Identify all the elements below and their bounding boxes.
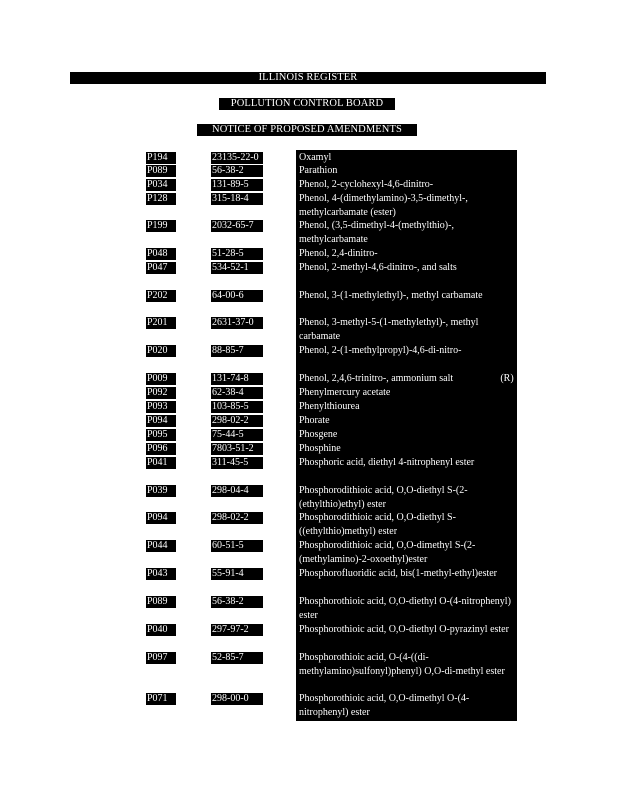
substance-name: Phosphorodithioic acid, O,O-dimethyl S-(2-(methylamino)-2-oxoethyl)ester <box>299 540 476 565</box>
substance-name: Phenol, 3-methyl-5-(1-methylethyl)-, methyl carbamate <box>299 317 479 342</box>
hazard-code: P094 <box>146 512 176 524</box>
substance-name: Phosphorofluoridic acid, bis(1-methyl-ethyl)ester <box>299 568 498 579</box>
cas-number: 298-04-4 <box>211 485 263 497</box>
hazard-code: P095 <box>146 429 176 441</box>
header-bar <box>70 72 546 84</box>
cas-number: 534-52-1 <box>211 262 263 274</box>
board-title-box <box>219 98 395 110</box>
substance-name: Phenol, 2,4,6-trinitro-, ammonium salt <box>299 373 454 384</box>
notice-title: NOTICE OF PROPOSED AMENDMENTS <box>212 124 402 135</box>
hazard-code: P043 <box>146 568 176 580</box>
hazard-code: P097 <box>146 652 176 664</box>
cas-number: 131-74-8 <box>211 373 263 385</box>
hazard-code: P199 <box>146 220 176 232</box>
cas-number: 23135-22-0 <box>211 152 263 164</box>
hazard-code: P044 <box>146 540 176 552</box>
hazard-code: P048 <box>146 248 176 260</box>
hazard-code: P194 <box>146 152 176 164</box>
hazard-code: P202 <box>146 290 176 302</box>
hazard-code: P009 <box>146 373 176 385</box>
hazard-code: P047 <box>146 262 176 274</box>
substance-name: Phosphorothioic acid, O-(4-((di-methylamino)sulfonyl)phenyl) O,O-di-methyl ester <box>299 652 505 677</box>
substance-name: Oxamyl <box>299 152 332 163</box>
cas-number: 298-00-0 <box>211 693 263 705</box>
cas-number: 64-00-6 <box>211 290 263 302</box>
cas-number: 51-28-5 <box>211 248 263 260</box>
cas-number: 62-38-4 <box>211 387 263 399</box>
hazard-code: P089 <box>146 596 176 608</box>
substance-name: Phenylmercury acetate <box>299 387 391 398</box>
cas-number: 60-51-5 <box>211 540 263 552</box>
hazard-code: P128 <box>146 193 176 205</box>
hazard-code: P071 <box>146 693 176 705</box>
substance-name: Phosphoric acid, diethyl 4-nitrophenyl ester <box>299 457 475 468</box>
substance-name: Phenol, 2-cyclohexyl-4,6-dinitro- <box>299 179 434 190</box>
hazard-code: P094 <box>146 415 176 427</box>
cas-number: 103-85-5 <box>211 401 263 413</box>
substance-name: Phosphorodithioic acid, O,O-diethyl S-((ethylthio)methyl) ester <box>299 512 456 537</box>
cas-number: 52-85-7 <box>211 652 263 664</box>
notice-title-box <box>197 124 417 136</box>
substance-name: Phosphine <box>299 443 341 454</box>
cas-number: 315-18-4 <box>211 193 263 205</box>
substance-name: Phosphorothioic acid, O,O-dimethyl O-(4-nitrophenyl) ester <box>299 693 470 718</box>
hazard-code: P096 <box>146 443 176 455</box>
hazard-code: P093 <box>146 401 176 413</box>
hazard-code: P041 <box>146 457 176 469</box>
substance-name: Phenol, 2-(1-methylpropyl)-4,6-di-nitro- <box>299 345 462 356</box>
hazard-code: P034 <box>146 179 176 191</box>
cas-number: 7803-51-2 <box>211 443 263 455</box>
cas-number: 75-44-5 <box>211 429 263 441</box>
cas-number: 311-45-5 <box>211 457 263 469</box>
hazard-code: P020 <box>146 345 176 357</box>
cas-number: 2032-65-7 <box>211 220 263 232</box>
hazard-code: P092 <box>146 387 176 399</box>
substance-name: Parathion <box>299 165 338 176</box>
board-title: POLLUTION CONTROL BOARD <box>230 98 384 109</box>
substance-name: Phosgene <box>299 429 338 440</box>
cas-number: 88-85-7 <box>211 345 263 357</box>
substance-name: Phenol, 2,4-dinitro- <box>299 248 378 259</box>
substance-name: Phenylthiourea <box>299 401 360 412</box>
cas-number: 298-02-2 <box>211 512 263 524</box>
cas-number: 297-97-2 <box>211 624 263 636</box>
register-title: ILLINOIS REGISTER <box>258 72 358 83</box>
cas-number: 56-38-2 <box>211 596 263 608</box>
substance-name: Phenol, (3,5-dimethyl-4-(methylthio)-, methylcarbamate <box>299 220 454 245</box>
cas-number: 56-38-2 <box>211 165 263 177</box>
hazard-code: P089 <box>146 165 176 177</box>
hazard-code: P040 <box>146 624 176 636</box>
cas-number: 298-02-2 <box>211 415 263 427</box>
substance-name: Phosphorothioic acid, O,O-diethyl O-(4-nitrophenyl) ester <box>299 596 511 621</box>
substance-name: Phorate <box>299 415 330 426</box>
substance-name: Phenol, 4-(dimethylamino)-3,5-dimethyl-, methylcarbamate (ester) <box>299 193 468 218</box>
cas-number: 131-89-5 <box>211 179 263 191</box>
substance-name: Phenol, 3-(1-methylethyl)-, methyl carbamate <box>299 290 483 301</box>
substance-name: Phenol, 2-methyl-4,6-dinitro-, and salts <box>299 262 457 273</box>
cas-number: 2631-37-0 <box>211 317 263 329</box>
cas-number: 55-91-4 <box>211 568 263 580</box>
hazard-code: P039 <box>146 485 176 497</box>
substance-name: Phosphorodithioic acid, O,O-diethyl S-(2-(ethylthio)ethyl) ester <box>299 485 468 510</box>
substance-name: Phosphorothioic acid, O,O-diethyl O-pyrazinyl ester <box>299 624 509 635</box>
hazard-code: P201 <box>146 317 176 329</box>
reactivity-flag: (R) <box>498 373 516 385</box>
